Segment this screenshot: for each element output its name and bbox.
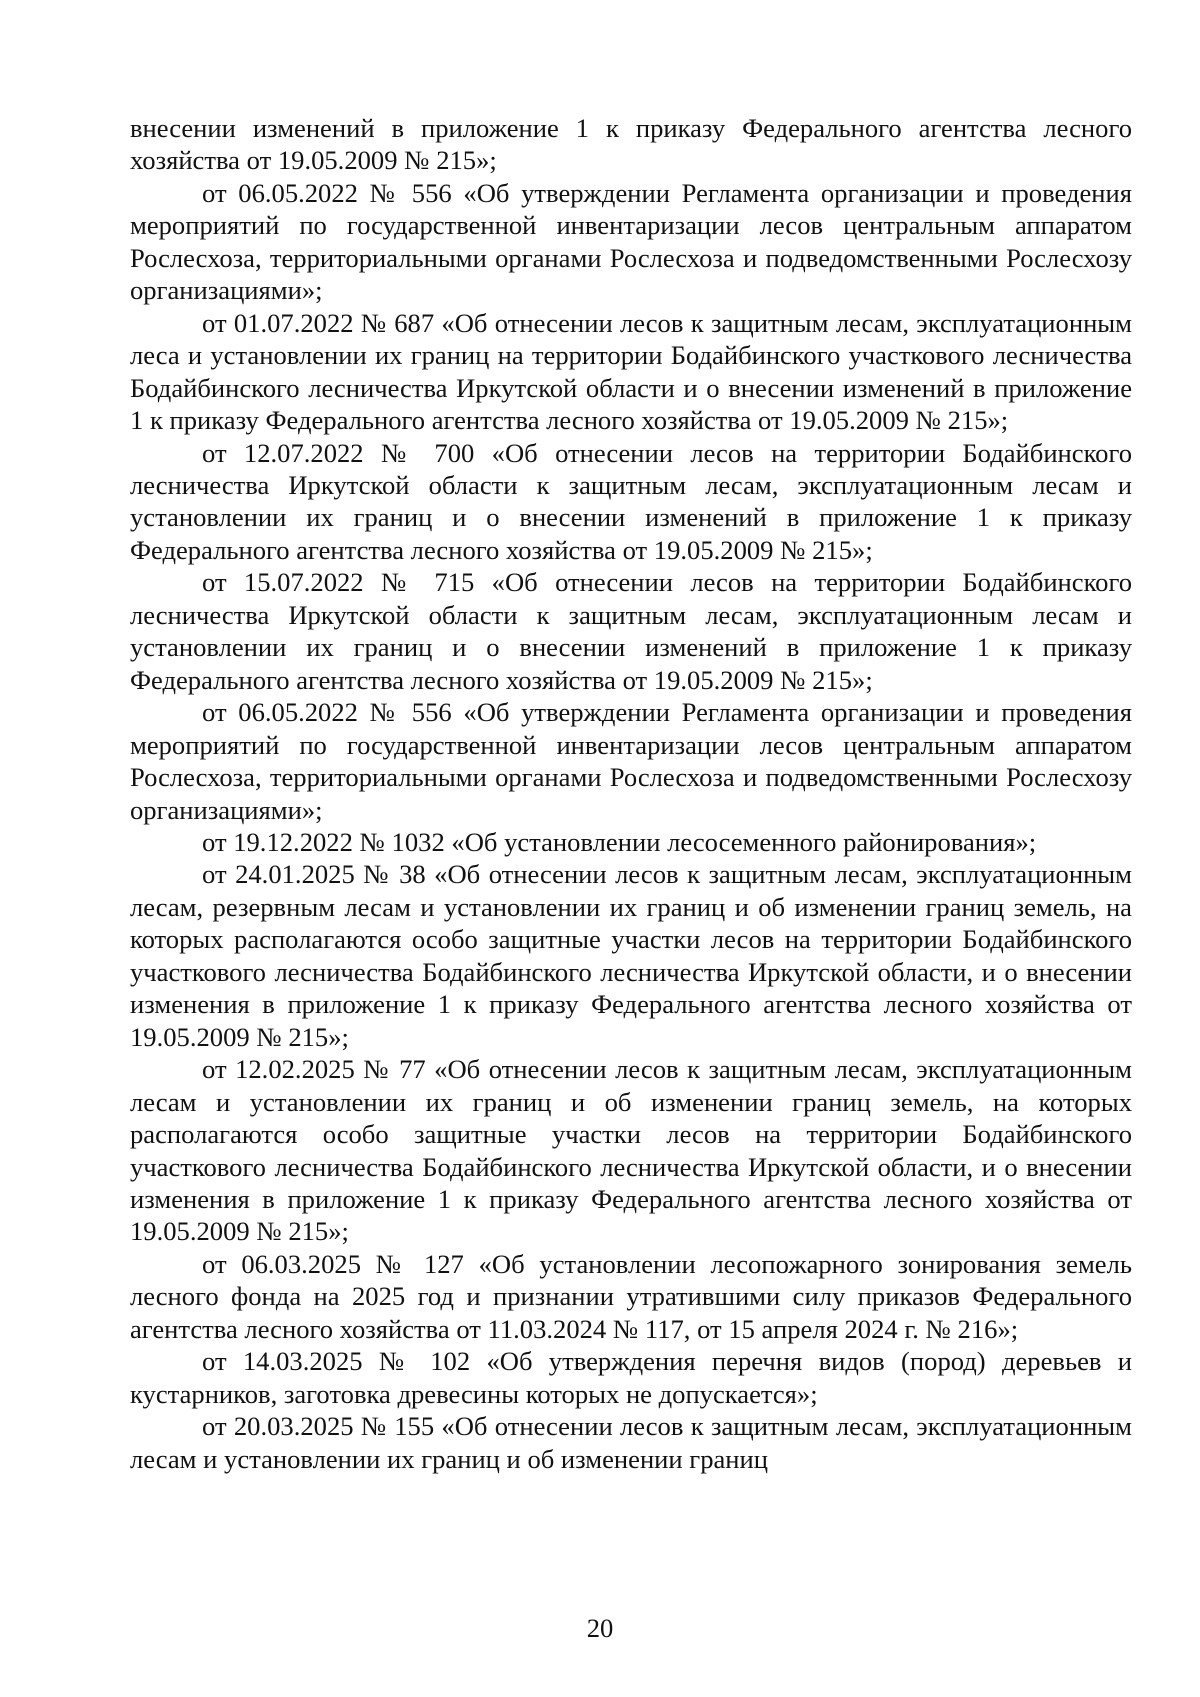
paragraph-order-1032: от 19.12.2022 № 1032 «Об установлении лесосеменного районирования»; (202, 826, 1037, 857)
page-number: 20 (586, 1613, 614, 1643)
paragraph-order-38: от 24.01.2025 № 38 «Об отнесении лесов к защитным лесам, эксплуатационным лесам, резервным лесам и установлении их границ и об изменении границ земель, на которых располагаются особо защитные участки лесов на территории Бодайбинского участкового лесничества Бодайбинского лесничества Иркутской области, и о внесении изменения в приложение 1 к приказу Федерального агентства лесного хозяйства от 19.05.2009 № 215»; (130, 859, 1132, 1052)
document-body (130, 112, 1132, 1475)
paragraph-order-102: от 14.03.2025 № 102 «Об утверждения перечня видов (пород) деревьев и кустарников, заготовка древесины которых не допускается»; (130, 1346, 1132, 1409)
paragraph-continuation: внесении изменений в приложение 1 к приказу Федерального агентства лесного хозяйства от 19.05.2009 № 215»; (130, 113, 1132, 176)
paragraph-order-556: от 06.05.2022 № 556 «Об утверждении Регламента организации и проведения мероприятий по государственной инвентаризации лесов центральным аппаратом Рослесхоза, территориальными органами Рослесхоза и подведомственными Рослесхозу организациями»; (130, 177, 1132, 306)
paragraph-order-687: от 01.07.2022 № 687 «Об отнесении лесов к защитным лесам, эксплуатационным леса и установлении их границ на территории Бодайбинского участкового лесничества Бодайбинского лесничества Иркутской области и о внесении изменений в приложение 1 к приказу Федерального агентства лесного хозяйства от 19.05.2009 № 215»; (130, 307, 1132, 436)
paragraph-order-700: от 12.07.2022 № 700 «Об отнесении лесов на территории Бодайбинского лесничества Иркутской области к защитным лесам, эксплуатационным лесам и установлении их границ и о внесении изменений в приложение 1 к приказу Федерального агентства лесного хозяйства от 19.05.2009 № 215»; (130, 437, 1132, 565)
paragraph-order-556-repeat: от 06.05.2022 № 556 «Об утверждении Регламента организации и проведения мероприятий по государственной инвентаризации лесов центральным аппаратом Рослесхоза, территориальными органами Рослесхоза и подведомственными Рослесхозу организациями»; (130, 697, 1132, 825)
paragraph-order-77: от 12.02.2025 № 77 «Об отнесении лесов к защитным лесам, эксплуатационным лесам и установлении их границ и об изменении границ земель, на которых располагаются особо защитные участки лесов на территории Бодайбинского участкового лесничества Бодайбинского лесничества Иркутской области, и о внесении изменения в приложение 1 к приказу Федерального агентства лесного хозяйства от 19.05.2009 № 215»; (130, 1054, 1132, 1247)
paragraph-order-715: от 15.07.2022 № 715 «Об отнесении лесов на территории Бодайбинского лесничества Иркутской области к защитным лесам, эксплуатационным лесам и установлении их границ и о внесении изменений в приложение 1 к приказу Федерального агентства лесного хозяйства от 19.05.2009 № 215»; (130, 567, 1132, 695)
paragraph-order-127: от 06.03.2025 № 127 «Об установлении лесопожарного зонирования земель лесного фонда на 2025 год и признании утратившими силу приказов Федерального агентства лесного хозяйства от 11.03.2024 № 117, от 15 апреля 2024 г. № 216»; (130, 1248, 1132, 1344)
paragraph-order-155: от 20.03.2025 № 155 «Об отнесении лесов к защитным лесам, эксплуатационным лесам и установлении их границ и об изменении границ (130, 1411, 1132, 1474)
